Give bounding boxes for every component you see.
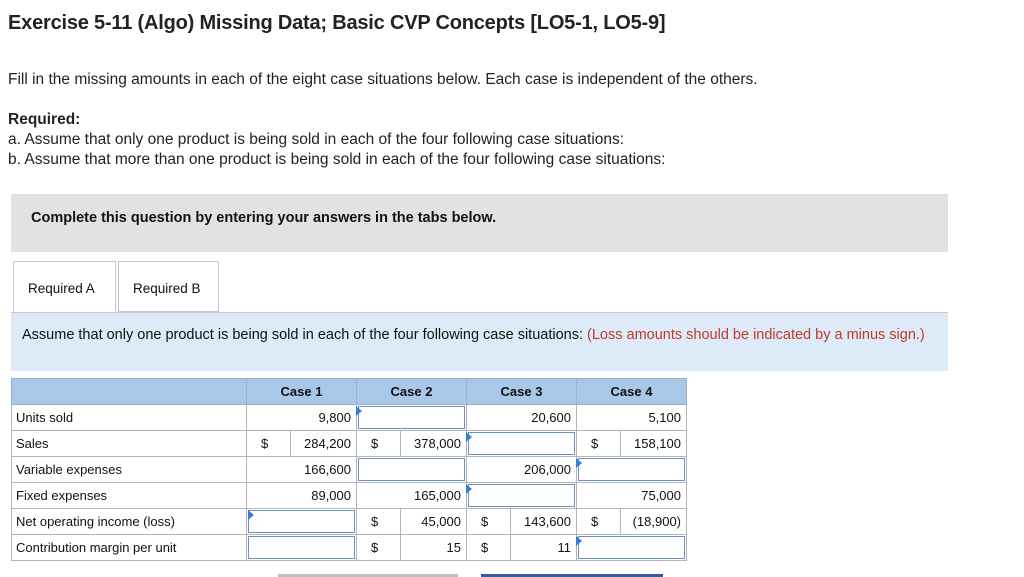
case4-units-sold: 5,100: [577, 405, 687, 431]
case4-variable-expenses-input[interactable]: [577, 457, 687, 483]
case4-sales-dollar: $: [577, 431, 621, 457]
row-label-fixed-expenses: Fixed expenses: [12, 483, 247, 509]
header-case-1: Case 1: [247, 379, 357, 405]
row-label-contribution-margin-per-unit: Contribution margin per unit: [12, 535, 247, 561]
case2-cm-dollar: $: [357, 535, 401, 561]
case1-variable-expenses: 166,600: [247, 457, 357, 483]
case2-sales: [401, 431, 467, 457]
case3-variable-expenses: [467, 457, 577, 483]
case4-fixed-expenses: 75,000: [577, 483, 687, 509]
input-box[interactable]: [468, 484, 575, 507]
case2-cm-per-unit: 15: [401, 535, 467, 561]
table-row: [12, 405, 687, 431]
instructions-text: Fill in the missing amounts in each of the eight case situations below. Each case is independent of the others.: [8, 71, 758, 88]
case2-sales-dollar: $: [357, 431, 401, 457]
input-box[interactable]: [468, 432, 575, 455]
row-label-variable-expenses: Variable expenses: [12, 457, 247, 483]
input-box[interactable]: [578, 536, 685, 559]
case3-net-operating-income: 143,600: [511, 509, 577, 535]
cell-value: 9,800: [318, 410, 351, 425]
answer-marker-icon: [356, 406, 362, 416]
input-box[interactable]: [358, 406, 465, 429]
case3-fixed-expenses-input[interactable]: [467, 483, 577, 509]
row-label-net-operating-income: Net operating income (loss): [12, 509, 247, 535]
answer-marker-icon: [576, 536, 582, 546]
banner-text: Complete this question by entering your answers in the tabs below.: [31, 210, 497, 226]
case3-units-sold: 20,600: [467, 405, 577, 431]
case2-variable-expenses-input[interactable]: [357, 457, 467, 483]
cell-value: 206,000: [524, 462, 571, 477]
required-heading: Required:: [8, 111, 81, 128]
question-note: (Loss amounts should be indicated by a minus sign.): [587, 327, 925, 343]
case4-net-operating-income: (18,900): [621, 509, 687, 535]
case4-cm-per-unit-input[interactable]: [577, 535, 687, 561]
case1-sales-dollar: $: [247, 431, 291, 457]
tab-required-a-label: Required A: [28, 281, 95, 296]
cell-value: 11: [557, 540, 571, 555]
table-row: [12, 535, 687, 561]
question-text: Assume that only one product is being sold in each of the four following case situations:: [22, 327, 588, 343]
case1-sales: 284,200: [291, 431, 357, 457]
case2-noi-dollar: $: [357, 509, 401, 535]
table-header-row: [12, 379, 687, 405]
input-box[interactable]: [248, 510, 355, 533]
exercise-title: Exercise 5-11 (Algo) Missing Data; Basic CVP Concepts [LO5-1, LO5-9]: [8, 12, 666, 34]
case1-net-operating-income-input[interactable]: [247, 509, 357, 535]
header-case-3: Case 3: [467, 379, 577, 405]
cell-value: 165,000: [414, 488, 461, 503]
input-box[interactable]: [248, 536, 355, 559]
answer-marker-icon: [466, 484, 472, 494]
tab-required-b-label: Required B: [133, 281, 201, 296]
table-row: [12, 509, 687, 535]
case2-units-sold-input[interactable]: [357, 405, 467, 431]
case3-noi-dollar: $: [467, 509, 511, 535]
row-label-units-sold: Units sold: [12, 405, 247, 431]
required-a-text: a. Assume that only one product is being sold in each of the four following case situations:: [8, 131, 625, 148]
table-row: [12, 431, 687, 457]
question-panel: [11, 312, 948, 371]
input-box[interactable]: [578, 458, 685, 481]
instruction-banner: [11, 194, 948, 252]
tab-required-a[interactable]: [13, 261, 116, 313]
case3-cm-dollar: $: [467, 535, 511, 561]
cell-value: 378,000: [414, 436, 461, 451]
case4-noi-dollar: $: [577, 509, 621, 535]
header-case-2: Case 2: [357, 379, 467, 405]
table-row: [12, 483, 687, 509]
row-label-sales: Sales: [12, 431, 247, 457]
case2-fixed-expenses: [357, 483, 467, 509]
input-box[interactable]: [358, 458, 465, 481]
case1-cm-per-unit-input[interactable]: [247, 535, 357, 561]
table-row: [12, 457, 687, 483]
cvp-table: [11, 378, 687, 561]
case4-sales: 158,100: [621, 431, 687, 457]
answer-marker-icon: [248, 510, 254, 520]
case3-sales-input[interactable]: [467, 431, 577, 457]
tab-required-b[interactable]: [118, 261, 219, 312]
case3-cm-per-unit: [511, 535, 577, 561]
answer-marker-icon: [466, 432, 472, 442]
question-text-block: [22, 326, 937, 344]
header-blank: [12, 379, 247, 405]
required-b-text: b. Assume that more than one product is being sold in each of the four following case situations:: [8, 151, 666, 168]
case2-net-operating-income: 45,000: [401, 509, 467, 535]
case1-fixed-expenses: 89,000: [247, 483, 357, 509]
header-case-4: Case 4: [577, 379, 687, 405]
case1-units-sold: [247, 405, 357, 431]
answer-marker-icon: [576, 458, 582, 468]
